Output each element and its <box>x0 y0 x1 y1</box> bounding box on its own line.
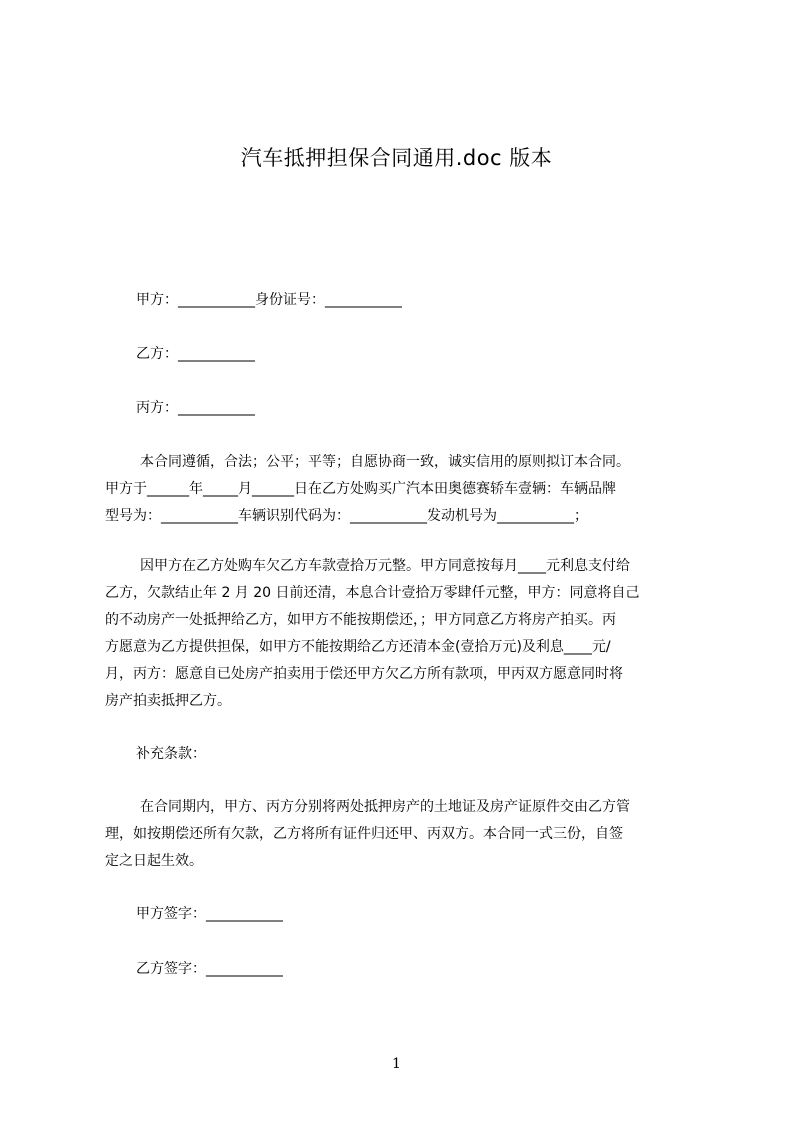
supplement-heading: 补充条款： <box>136 746 206 762</box>
document-title: 汽车抵押担保合同通用.doc 版本 <box>240 146 553 170</box>
party-c-line: 丙方：___________ <box>136 400 255 416</box>
paragraph-line: 月，丙方：愿意自已处房产拍卖用于偿还甲方欠乙方所有款项，甲丙双方愿意同时将 <box>105 666 623 682</box>
paragraph-line: 理，如按期偿还所有欠款，乙方将所有证件归还甲、丙双方。本合同一式三份，自签 <box>105 826 623 842</box>
party-b-signature: 乙方签字：___________ <box>136 961 283 977</box>
paragraph-line: 房产拍卖抵押乙方。 <box>105 693 231 709</box>
paragraph-line: 本合同遵循，合法；公平；平等；自愿协商一致，诚实信用的原则拟订本合同。 <box>140 454 630 470</box>
paragraph-line: 的不动房产一处抵押给乙方，如甲方不能按期偿还，；甲方同意乙方将房产拍买。丙 <box>105 612 616 628</box>
paragraph-line: 方愿意为乙方提供担保，如甲方不能按期给乙方还清本金(壹拾万元)及利息____元/ <box>105 639 611 655</box>
paragraph-line: 因甲方在乙方处购车欠乙方车款壹拾万元整。甲方同意按每月____元利息支付给 <box>140 558 630 574</box>
paragraph-line: 在合同期内，甲方、丙方分别将两处抵押房产的土地证及房产证原件交由乙方管 <box>140 799 630 815</box>
party-a-line: 甲方：___________身份证号：___________ <box>136 292 402 308</box>
paragraph-line: 型号为：___________车辆识别代码为：___________发动机号为___________； <box>105 508 588 524</box>
paragraph-line: 甲方于______年_____月______日在乙方处购买广汽本田奥德赛轿车壹辆：车辆品牌 <box>105 481 616 497</box>
party-b-line: 乙方：___________ <box>136 346 255 362</box>
party-a-signature: 甲方签字：___________ <box>136 906 283 922</box>
page-number: 1 <box>392 1056 401 1072</box>
paragraph-line: 乙方，欠款结止年 2 月 20 日前还清，本息合计壹拾万零肆仟元整，甲方：同意将自己 <box>105 585 640 601</box>
paragraph-line: 定之日起生效。 <box>105 853 203 869</box>
